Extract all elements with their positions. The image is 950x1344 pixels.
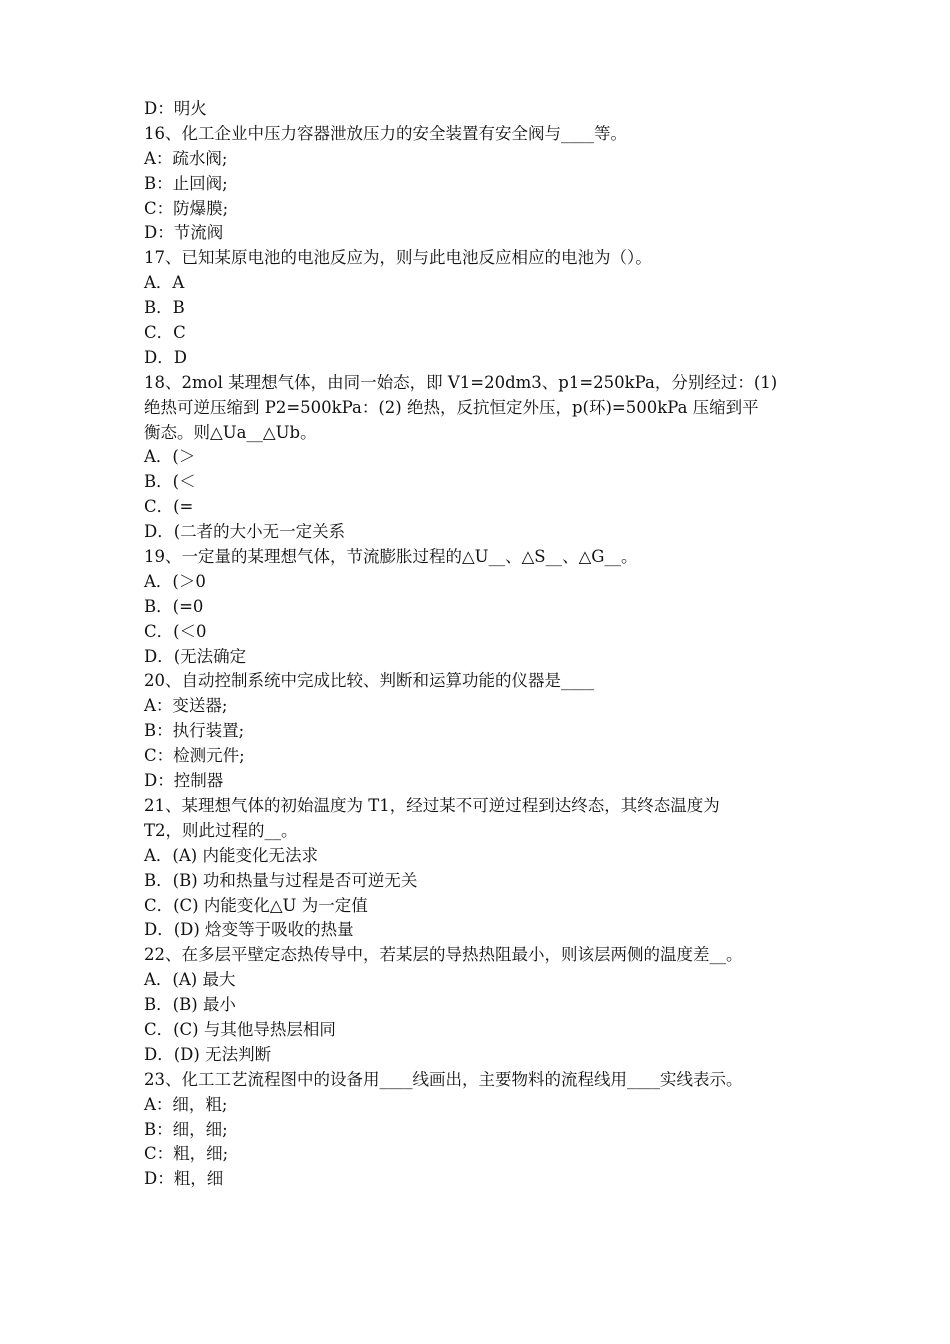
option-line: D．(D) 无法判断	[144, 1044, 272, 1064]
option-line: C：粗，细;	[144, 1144, 229, 1164]
question-22: 22、在多层平壁定态热传导中，若某层的导热热阻最小，则该层两侧的温度差__。	[144, 945, 743, 965]
option-line: A．A	[144, 273, 185, 293]
document-page	[144, 97, 808, 1192]
question-17: 17、已知某原电池的电池反应为，则与此电池反应相应的电池为（）。	[144, 248, 652, 268]
question-19: 19、一定量的某理想气体，节流膨胀过程的△U__、△S__、△G__。	[144, 547, 638, 567]
option-line: B：细，细;	[144, 1119, 228, 1139]
option-line: C：检测元件;	[144, 746, 245, 766]
option-line: B：止回阀;	[144, 173, 228, 193]
question-18-line-3: 衡态。则△Ua__△Ub。	[144, 422, 317, 442]
question-18-line-1: 18、2mol 某理想气体，由同一始态，即 V1=20dm3、p1=250kPa，分别经过：(1)	[144, 372, 778, 392]
option-line: B．(＜	[144, 472, 196, 492]
text-line: D：明火	[144, 99, 207, 118]
option-line: B．(B) 功和热量与过程是否可逆无关	[144, 870, 418, 890]
question-21-line-1: 21、某理想气体的初始温度为 T1，经过某不可逆过程到达终态，其终态温度为	[144, 795, 720, 815]
option-line: D：节流阀	[144, 223, 224, 243]
option-line: B：执行装置;	[144, 721, 245, 741]
question-21-line-2: T2，则此过程的__。	[144, 820, 298, 840]
question-16: 16、化工企业中压力容器泄放压力的安全装置有安全阀与____等。	[144, 123, 627, 143]
option-line: A：细，粗;	[144, 1094, 228, 1114]
option-line: A：变送器;	[144, 696, 228, 716]
question-18-line-2: 绝热可逆压缩到 P2=500kPa：(2) 绝热，反抗恒定外压，p(环)=500kPa 压缩到平	[144, 397, 759, 417]
option-line: D．(无法确定	[144, 646, 247, 666]
option-line: A：疏水阀;	[144, 148, 228, 168]
option-line: D．D	[144, 347, 187, 367]
option-line: D．(D) 焓变等于吸收的热量	[144, 920, 354, 940]
option-line: C．(C) 内能变化△U 为一定值	[144, 895, 368, 915]
option-line: A．(＞0	[144, 571, 206, 591]
option-line: C：防爆膜;	[144, 198, 229, 218]
option-line: B．(=0	[144, 596, 204, 616]
option-line: C．(C) 与其他导热层相同	[144, 1019, 336, 1039]
option-line: B．(B) 最小	[144, 995, 236, 1015]
option-line: D：控制器	[144, 771, 224, 791]
option-line: D．(二者的大小无一定关系	[144, 522, 346, 542]
option-line: C．C	[144, 323, 186, 343]
option-line: A．(＞	[144, 447, 196, 467]
option-line: C．(=	[144, 497, 194, 517]
question-23: 23、化工工艺流程图中的设备用____线画出，主要物料的流程线用____实线表示。	[144, 1069, 743, 1089]
option-line: D：粗，细	[144, 1169, 224, 1189]
question-20: 20、自动控制系统中完成比较、判断和运算功能的仪器是____	[144, 671, 594, 691]
option-line: C．(＜0	[144, 621, 207, 641]
option-line: A．(A) 最大	[144, 970, 236, 990]
option-line: B．B	[144, 298, 185, 318]
option-line: A．(A) 内能变化无法求	[144, 845, 318, 865]
